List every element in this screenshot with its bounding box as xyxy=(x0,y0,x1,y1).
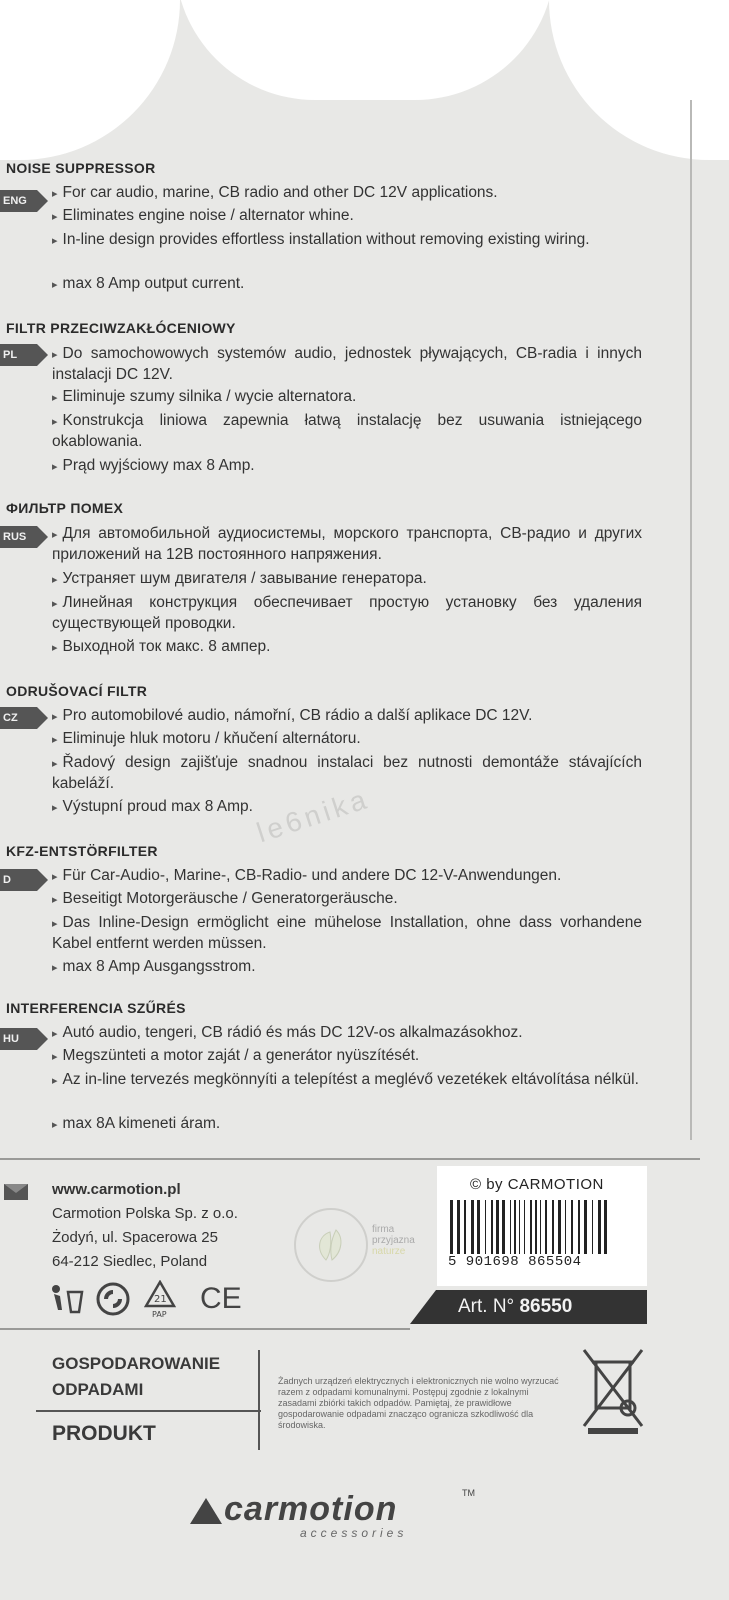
recycle-label: PAP xyxy=(152,1310,167,1319)
lang-tag: HU xyxy=(0,1028,37,1050)
section-divider xyxy=(0,1158,700,1160)
barcode-bar xyxy=(571,1200,573,1254)
bullet-line: ▸ max 8A kimeneti áram. xyxy=(52,1115,221,1132)
ean-number: 5 901698 865504 xyxy=(448,1254,582,1270)
section-title: FILTR PRZECIWZAKŁÓCENIOWY xyxy=(6,320,236,336)
eco-leaf-icon xyxy=(294,1208,368,1282)
barcode-bar xyxy=(530,1200,532,1254)
bullet-line: ▸ Das Inline-Design ermöglicht eine mühelose Installation, ohne dass vorhandene Kabel entfernt werden müssen. xyxy=(52,914,642,952)
waste-heading: GOSPODAROWANIE xyxy=(52,1354,221,1373)
trademark: TM xyxy=(462,1488,475,1498)
bullet-line: ▸ Eliminuje szumy silnika / wycie alternatora. xyxy=(52,388,357,405)
bullet-icon: ▸ xyxy=(52,529,58,541)
barcode-bar xyxy=(491,1200,493,1254)
barcode-bar xyxy=(496,1200,499,1254)
lang-tag: RUS xyxy=(0,526,37,548)
barcode-bar xyxy=(477,1200,480,1254)
hang-hole-notch xyxy=(175,0,555,100)
lang-tag: CZ xyxy=(0,707,37,729)
company-city: 64-212 Siedlec, Poland xyxy=(52,1253,208,1270)
barcode-bar xyxy=(598,1200,601,1254)
bullet-icon: ▸ xyxy=(52,758,58,770)
bullet-icon: ▸ xyxy=(52,1119,58,1131)
watermark: le6nika xyxy=(252,782,374,849)
brand-name: carmotion xyxy=(224,1490,398,1528)
green-dot-icon xyxy=(96,1282,130,1320)
bullet-line: ▸ Az in-line tervezés megkönnyíti a telepítést a meglévő vezetékek eltávolítása nélkül. xyxy=(52,1071,639,1088)
bullet-line: ▸ In-line design provides effortless installation without removing existing wiring. xyxy=(52,231,590,248)
eco-line: przyjazna xyxy=(372,1235,415,1246)
bullet-icon: ▸ xyxy=(52,188,58,200)
bullet-line: ▸ Prąd wyjściowy max 8 Amp. xyxy=(52,457,255,474)
company-street: Żodyń, ul. Spacerowa 25 xyxy=(52,1229,218,1246)
section-title: NOISE SUPPRESSOR xyxy=(6,160,156,176)
barcode-bar xyxy=(545,1200,547,1254)
barcode-bar xyxy=(558,1200,561,1254)
bullet-line: ▸ max 8 Amp Ausgangsstrom. xyxy=(52,958,256,975)
barcode-bar xyxy=(450,1200,453,1254)
ce-mark-icon: CE xyxy=(200,1282,242,1315)
barcode-bar xyxy=(457,1200,460,1254)
bullet-icon: ▸ xyxy=(52,871,58,883)
bullet-icon: ▸ xyxy=(52,918,58,930)
bullet-icon: ▸ xyxy=(52,279,58,291)
bullet-line: ▸ Pro automobilové audio, námořní, CB rádio a další aplikace DC 12V. xyxy=(52,707,533,724)
bullet-line: ▸ Eliminates engine noise / alternator whine. xyxy=(52,207,354,224)
bullet-icon: ▸ xyxy=(52,211,58,223)
bullet-icon: ▸ xyxy=(52,235,58,247)
copyright: © by CARMOTION xyxy=(470,1176,604,1193)
bullet-icon: ▸ xyxy=(52,1028,58,1040)
section-title: ФИЛЬТР ПОМЕХ xyxy=(6,500,124,516)
bullet-icon: ▸ xyxy=(52,734,58,746)
bullet-icon: ▸ xyxy=(52,962,58,974)
barcode-bar xyxy=(464,1200,466,1254)
lang-tag: PL xyxy=(0,344,37,366)
barcode-bar xyxy=(514,1200,516,1254)
section-divider xyxy=(0,1328,410,1330)
logo-arrow-icon xyxy=(190,1498,222,1524)
eco-line: naturze xyxy=(372,1246,406,1257)
eco-label xyxy=(372,1224,415,1257)
bullet-line: ▸ Řadový design zajišťuje snadnou instalaci bez nutnosti demontáže stávajících kabeláží. xyxy=(52,754,642,792)
bullet-line: ▸ Výstupní proud max 8 Amp. xyxy=(52,798,253,815)
barcode-bar xyxy=(485,1200,486,1254)
recycle-number: 21 xyxy=(154,1294,167,1305)
barcode-bar xyxy=(604,1200,607,1254)
bullet-icon: ▸ xyxy=(52,1051,58,1063)
bullet-line: ▸ Do samochowowych systemów audio, jednostek pływających, CB-radia i innych instalacji DC 12V. xyxy=(52,345,642,383)
barcode-bar xyxy=(584,1200,587,1254)
bullet-line: ▸ Для автомобильной аудиосистемы, морского транспорта, CB-радио и других приложений на 12В постоянного напряжения. xyxy=(52,525,642,563)
bullet-icon: ▸ xyxy=(52,461,58,473)
crossed-bin-icon xyxy=(578,1346,648,1436)
barcode-bar xyxy=(510,1200,511,1254)
bullet-icon: ▸ xyxy=(52,711,58,723)
bullet-icon: ▸ xyxy=(52,349,58,361)
barcode-bar xyxy=(578,1200,580,1254)
bullet-icon: ▸ xyxy=(52,574,58,586)
bullet-line: ▸ Autó audio, tengeri, CB rádió és más DC 12V-os alkalmazásokhoz. xyxy=(52,1024,523,1041)
bullet-icon: ▸ xyxy=(52,392,58,404)
bullet-line: ▸ Линейная конструкция обеспечивает простую установку без удаления существующей проводки. xyxy=(52,594,642,632)
waste-note: Żadnych urządzeń elektrycznych i elektronicznych nie wolno wyrzucać razem z odpadami komunalnymi. Postępuj zgodnie z lokalnymi zasadami zbiórki takich odpadów. Pamiętaj, że prawidłowe gospodarowanie odpadami znacząco ogranicza szkodliwość dla środowiska. xyxy=(278,1376,559,1430)
section-title: INTERFERENCIA SZŰRÉS xyxy=(6,1000,186,1016)
company-name: Carmotion Polska Sp. z o.o. xyxy=(52,1205,238,1222)
barcode-bar xyxy=(519,1200,520,1254)
section-title: ODRUŠOVACÍ FILTR xyxy=(6,683,148,699)
tidyman-bin-icon xyxy=(48,1282,88,1321)
bullet-icon: ▸ xyxy=(52,894,58,906)
bullet-icon: ▸ xyxy=(52,598,58,610)
bullet-line: ▸ Выходной ток макс. 8 ампер. xyxy=(52,638,271,655)
mail-icon xyxy=(4,1184,28,1200)
section-title: KFZ-ENTSTÖRFILTER xyxy=(6,843,158,859)
bullet-line: ▸ Konstrukcja liniowa zapewnia łatwą instalację bez usuwania istniejącego okablowania. xyxy=(52,412,642,450)
barcode-bar xyxy=(502,1200,505,1254)
lang-tag: ENG xyxy=(0,190,37,212)
bullet-icon: ▸ xyxy=(52,642,58,654)
bullet-icon: ▸ xyxy=(52,416,58,428)
bullet-line: ▸ For car audio, marine, CB radio and other DC 12V applications. xyxy=(52,184,498,201)
waste-divider xyxy=(36,1410,261,1412)
bullet-icon: ▸ xyxy=(52,1075,58,1087)
bullet-line: ▸ Устраняет шум двигателя / завывание генератора. xyxy=(52,570,427,587)
barcode-bar xyxy=(592,1200,593,1254)
article-number: Art. N° 86550 xyxy=(458,1296,573,1317)
waste-heading: ODPADAMI xyxy=(52,1380,144,1399)
waste-divider xyxy=(258,1350,260,1450)
barcode-bar xyxy=(535,1200,537,1254)
barcode xyxy=(448,1200,638,1254)
barcode-bar xyxy=(524,1200,525,1254)
recycle-pap-icon xyxy=(144,1280,176,1324)
produkt-label: PRODUKT xyxy=(52,1422,156,1445)
website-link[interactable]: www.carmotion.pl xyxy=(52,1181,181,1198)
bullet-line: ▸ max 8 Amp output current. xyxy=(52,275,245,292)
barcode-bar xyxy=(540,1200,541,1254)
barcode-bar xyxy=(471,1200,474,1254)
barcode-bar xyxy=(565,1200,566,1254)
bullet-icon: ▸ xyxy=(52,802,58,814)
eco-line: firma xyxy=(372,1224,395,1235)
lang-tag: D xyxy=(0,869,37,891)
bullet-line: ▸ Beseitigt Motorgeräusche / Generatorgeräusche. xyxy=(52,890,398,907)
bullet-line: ▸ Für Car-Audio-, Marine-, CB-Radio- und andere DC 12-V-Anwendungen. xyxy=(52,867,562,884)
bullet-line: ▸ Eliminuje hluk motoru / kňučení alternátoru. xyxy=(52,730,361,747)
barcode-bar xyxy=(552,1200,554,1254)
brand-subtitle: accessories xyxy=(300,1526,408,1540)
bullet-line: ▸ Megszünteti a motor zaját / a generátor nyüszítését. xyxy=(52,1047,420,1064)
